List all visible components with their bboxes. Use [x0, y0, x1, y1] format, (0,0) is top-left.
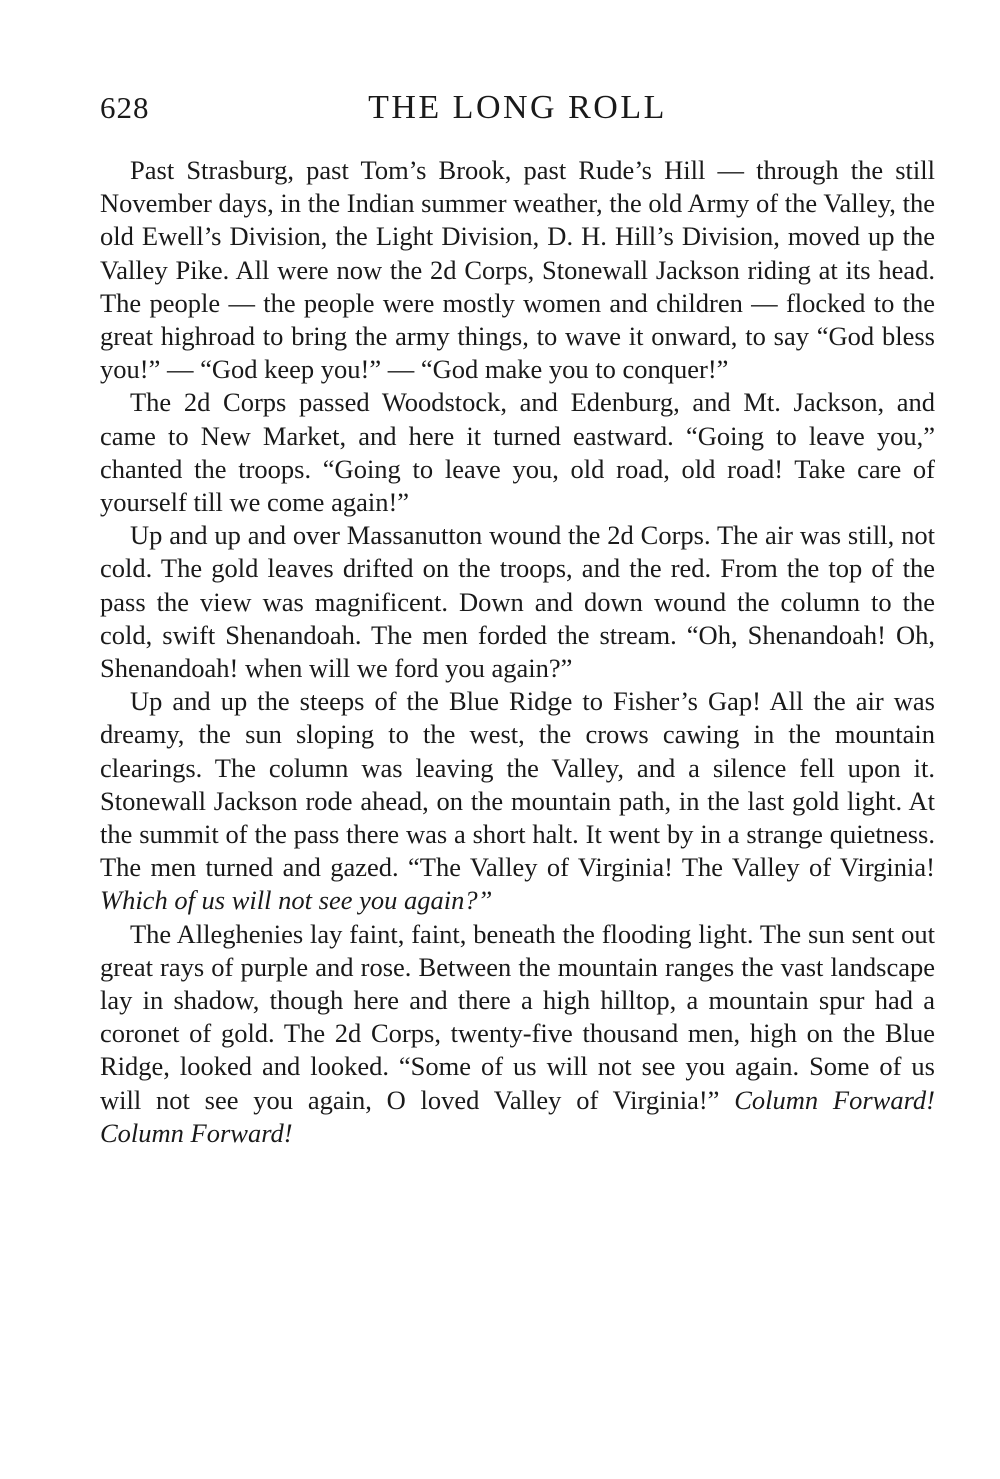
paragraph [100, 685, 935, 917]
running-head [100, 88, 935, 132]
italic-phrase: Column Forward! Column Forward! [100, 1084, 936, 1148]
paragraph-text: Up and up and over Massanutton wound the 2d Corps. The air was still, not cold. The gold leaves drifted on the troops, and the red. From the top of the pass the view was magnificent. Down and down wound the column to the cold, swift Shenandoah. The men forded the stream. “Oh, Shenandoah! Oh, Shenandoah! when will we ford you again?” [100, 520, 935, 684]
book-page [100, 88, 935, 1150]
body-text [100, 154, 935, 1150]
paragraph-text: The Alleghenies lay faint, faint, beneath the flooding light. The sun sent out great rays of purple and rose. Between the mountain ranges the vast landscape lay in shadow, though here and there a high hilltop, a mountain spur had a coronet of gold. The 2d Corps, twenty-five thousand men, high on the Blue Ridge, looked and looked. “Some of us will not see you again. Some of us will not see you again, O loved Valley of Virginia!” [100, 918, 935, 1115]
paragraph [100, 918, 935, 1150]
paragraph [100, 519, 935, 685]
italic-phrase: Which of us will not see you again?” [100, 885, 493, 916]
paragraph-text: The 2d Corps passed Woodstock, and Edenburg, and Mt. Jackson, and came to New Market, and here it turned eastward. “Going to leave you,” chanted the troops. “Going to leave you, old road, old road! Take care of yourself till we come again!” [100, 387, 935, 518]
page-number: 628 [100, 90, 150, 125]
paragraph-text: Up and up the steeps of the Blue Ridge to Fisher’s Gap! All the air was dreamy, the sun sloping to the west, the crows cawing in the mountain clearings. The column was leaving the Valley, and a silence fell upon it. Stonewall Jackson rode ahead, on the mountain path, in the last gold light. At the summit of the pass there was a short halt. It went by in a strange quietness. The men turned and gazed. “The Valley of Virginia! The Valley of Virginia! [100, 686, 935, 883]
paragraph [100, 386, 935, 519]
paragraph-text: Past Strasburg, past Tom’s Brook, past Rude’s Hill — through the still November days, in the Indian summer weather, the old Army of the Valley, the old Ewell’s Division, the Light Division, D. H. Hill’s Division, moved up the Valley Pike. All were now the 2d Corps, Stonewall Jackson riding at its head. The people — the people were mostly women and children — flocked to the great highroad to bring the army things, to wave it onward, to say “God bless you!” — “God keep you!” — “God make you to conquer!” [100, 155, 935, 385]
paragraph [100, 154, 935, 386]
running-title: THE LONG ROLL [368, 89, 667, 126]
